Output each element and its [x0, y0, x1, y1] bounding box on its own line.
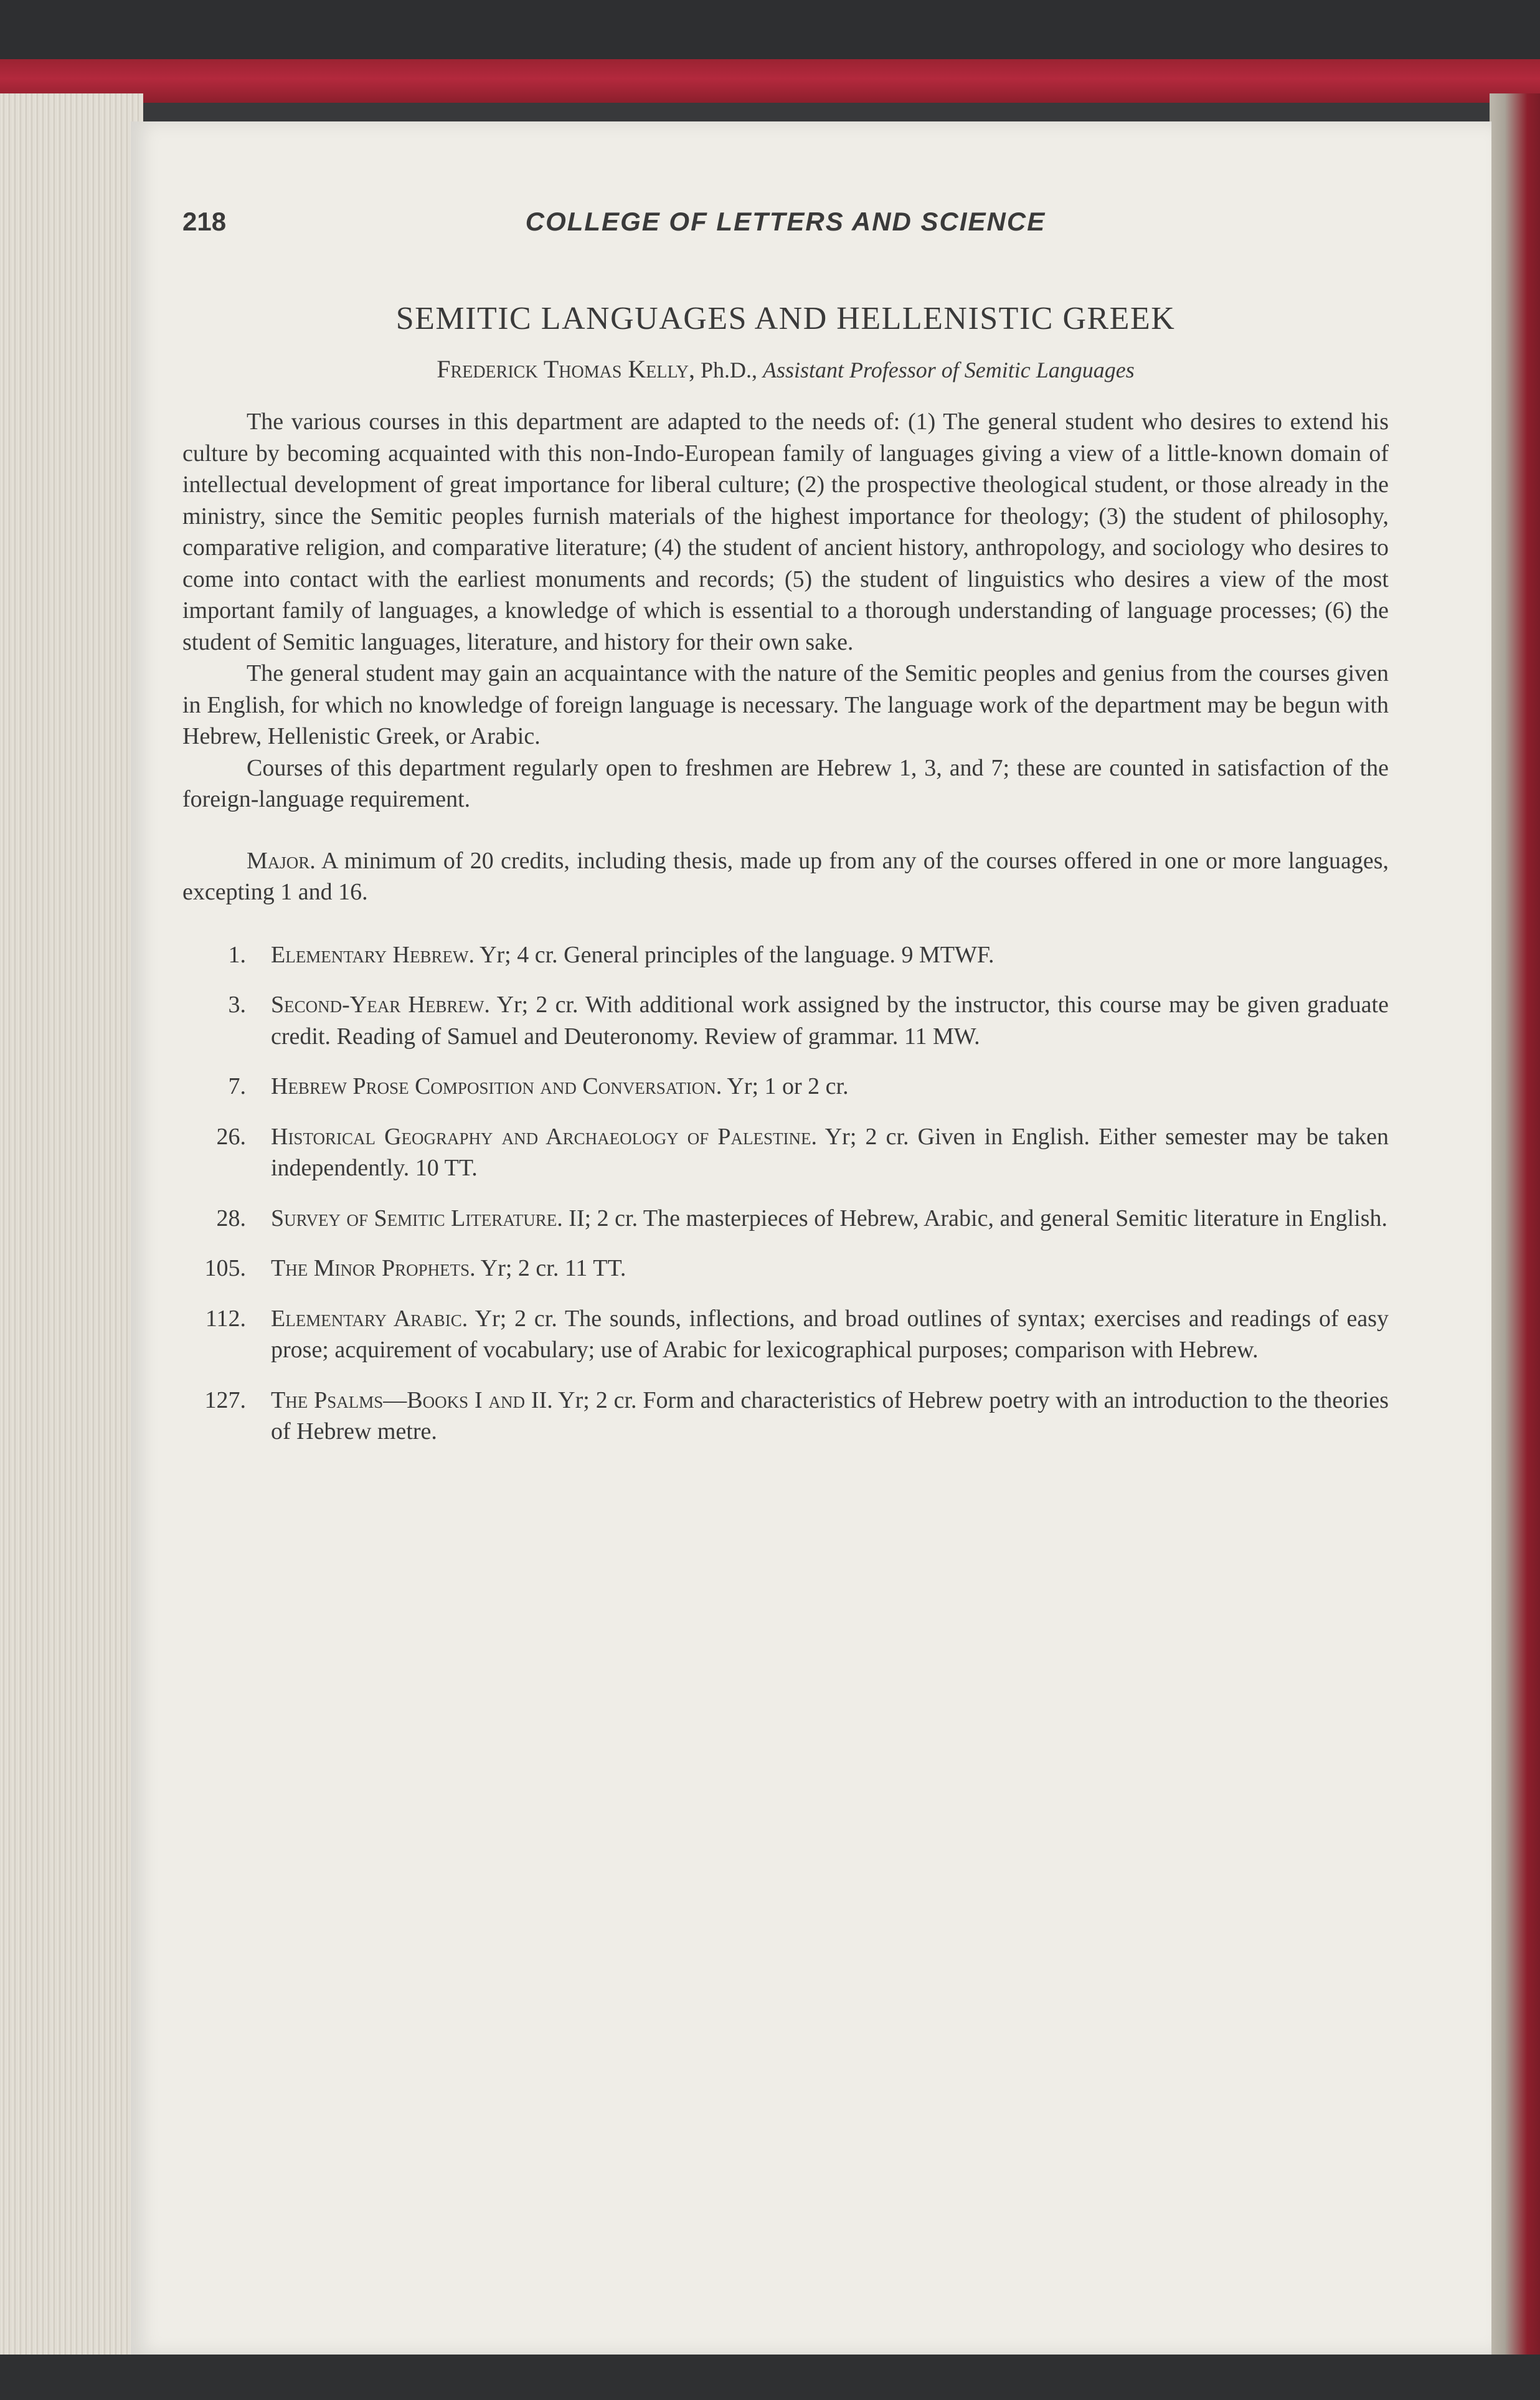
page-stack-edge	[0, 93, 143, 2355]
major-label: Major.	[247, 847, 316, 874]
book-spine-edge	[1490, 93, 1540, 2355]
department-title: SEMITIC LANGUAGES AND HELLENISTIC GREEK	[395, 301, 1176, 336]
course-description: Yr; 4 cr. General principles of the language. 9 MTWF.	[474, 941, 994, 968]
course-number: 26.	[216, 1123, 246, 1150]
intro-paragraph: The various courses in this department are adapted to the needs of: (1) The general student who desires to extend his culture by becoming acquainted with this non-Indo-European family of languages giving a view of a little-known domain of intellectual development of great importance for liberal culture; (2) the prospective theological student, or those already in the ministry, since the Semitic peoples furnish materials of the highest importance for theology; (3) the student of philosophy, comparative religion, and comparative literature; (4) the student of ancient history, anthropology, and sociology who desires to come into contact with the earliest monuments and records; (5) the student of linguistics who desires a view of the most important family of languages, a knowledge of which is essential to a thorough understanding of language processes; (6) the student of Semitic languages, literature, and history for their own sake.	[182, 409, 1389, 655]
course-item	[182, 1385, 1389, 1448]
course-description: Yr; 2 cr. Form and characteristics of Hebrew poetry with an introduction to the theories of Hebrew metre.	[271, 1387, 1389, 1444]
course-number: 127.	[204, 1387, 246, 1413]
page-number: 218	[182, 207, 227, 236]
course-number: 28.	[216, 1205, 246, 1231]
course-title: Hebrew Prose Composition and Conversation.	[271, 1073, 722, 1099]
course-number: 112.	[205, 1305, 246, 1332]
course-title: Second-Year Hebrew.	[271, 992, 490, 1018]
course-title: The Minor Prophets.	[271, 1255, 476, 1281]
course-item	[182, 939, 1389, 971]
scan-background-bottom	[0, 2355, 1540, 2400]
major-text: A minimum of 20 credits, including thesis, made up from any of the courses offered in one or more languages, excepting 1 and 16.	[182, 847, 1389, 905]
page-content	[182, 201, 1389, 1466]
course-item	[182, 1253, 1389, 1284]
course-description: Yr; 2 cr. With additional work assigned by the instructor, this course may be given graduate credit. Reading of Samuel and Deuteronomy. Review of grammar. 11 MW.	[271, 992, 1389, 1050]
course-number: 1.	[228, 941, 246, 968]
course-item	[182, 1121, 1389, 1184]
faculty-line	[182, 354, 1389, 384]
intro-paragraph: Courses of this department regularly open to freshmen are Hebrew 1, 3, and 7; these are counted in satisfaction of the foreign-language requirement.	[182, 754, 1389, 812]
faculty-role: Assistant Professor of Semitic Languages	[763, 358, 1135, 382]
course-description: Yr; 2 cr. The sounds, inflections, and broad outlines of syntax; exercises and readings of easy prose; acquirement of vocabulary; use of Arabic for lexicographical purposes; comparison with Hebrew.	[271, 1305, 1389, 1363]
course-title: Elementary Arabic.	[271, 1305, 468, 1332]
course-description: Yr; 1 or 2 cr.	[722, 1073, 849, 1099]
course-item	[182, 1303, 1389, 1366]
course-title: Survey of Semitic Literature.	[271, 1205, 563, 1231]
course-title: Historical Geography and Archaeology of Palestine.	[271, 1123, 817, 1150]
scan-background-top	[0, 0, 1540, 59]
course-number: 7.	[228, 1073, 246, 1099]
faculty-name: Frederick Thomas Kelly,	[437, 355, 695, 383]
faculty-degree: Ph.D.,	[695, 358, 763, 382]
course-title: The Psalms—Books I and II.	[271, 1387, 553, 1413]
intro-paragraph: The general student may gain an acquaintance with the nature of the Semitic peoples and genius from the courses given in English, for which no knowledge of foreign language is necessary. The language work of the department may be begun with Hebrew, Hellenistic Greek, or Arabic.	[182, 660, 1389, 749]
course-item	[182, 1071, 1389, 1103]
course-item	[182, 989, 1389, 1052]
course-description: Yr; 2 cr. Given in English. Either semester may be taken independently. 10 TT.	[271, 1123, 1389, 1181]
book-cover-edge	[0, 59, 1540, 103]
course-number: 105.	[204, 1255, 246, 1281]
course-description: Yr; 2 cr. 11 TT.	[475, 1255, 626, 1281]
course-list	[182, 939, 1389, 1448]
course-number: 3.	[228, 992, 246, 1018]
course-title: Elementary Hebrew.	[271, 941, 475, 968]
running-head	[182, 201, 1389, 257]
major-requirement	[182, 845, 1389, 908]
running-title: COLLEGE OF LETTERS AND SCIENCE	[525, 207, 1046, 236]
course-description: II; 2 cr. The masterpieces of Hebrew, Arabic, and general Semitic literature in English.	[562, 1205, 1388, 1231]
course-item	[182, 1203, 1389, 1235]
